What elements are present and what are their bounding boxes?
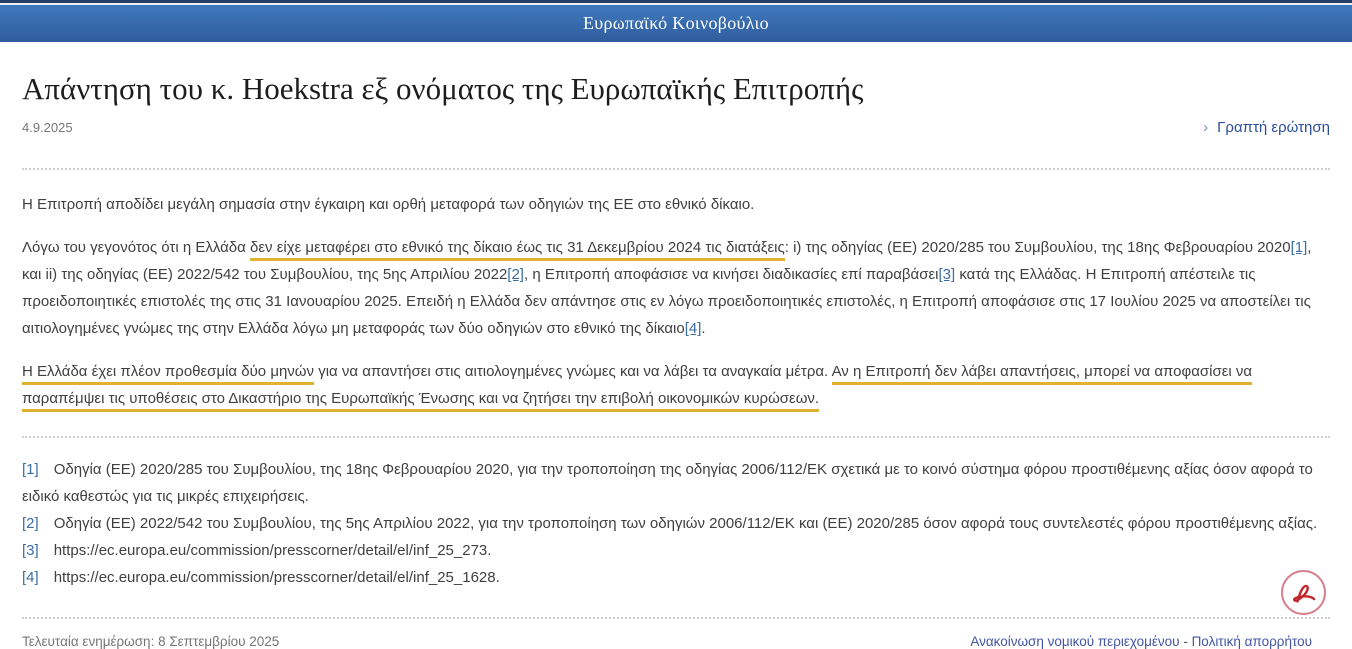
header-bar bbox=[0, 5, 1352, 42]
paragraph-3 bbox=[22, 358, 1330, 412]
footnote-ref-1[interactable]: [1] bbox=[1290, 239, 1308, 257]
privacy-policy-link[interactable]: Πολιτική απορρήτου bbox=[1191, 634, 1312, 649]
footnote-text: https://ec.europa.eu/commission/presscorner/detail/el/inf_25_1628. bbox=[53, 569, 500, 587]
footnote-item-2 bbox=[22, 510, 1330, 537]
footnote-marker-3[interactable]: [3] bbox=[22, 542, 39, 560]
footnote-ref-2[interactable]: [2] bbox=[507, 266, 524, 284]
main-content bbox=[0, 70, 1352, 649]
separator-top bbox=[22, 168, 1330, 170]
paragraph-2 bbox=[22, 234, 1330, 342]
paragraph-1: Η Επιτροπή αποδίδει μεγάλη σημασία στην έγκαιρη και ορθή μεταφορά των οδηγιών της ΕΕ στο εθνικό δίκαιο. bbox=[22, 196, 755, 214]
text-segment: , και ii) της οδηγίας (ΕΕ) 2022/542 του Συμβουλίου, της 5ης Απριλίου 2022 bbox=[22, 239, 1312, 284]
footnote-ref-4[interactable]: [4] bbox=[684, 320, 702, 338]
footer bbox=[22, 634, 1330, 649]
footnote-marker-2[interactable]: [2] bbox=[22, 515, 39, 533]
text-segment: , η Επιτροπή αποφάσισε να κινήσει διαδικασίες επί παραβάσει bbox=[523, 266, 939, 284]
highlighted-text: δεν είχε μεταφέρει στο εθνικό της δίκαιο έως τις 31 Δεκεμβρίου 2024 τις διατάξεις bbox=[250, 239, 785, 261]
highlighted-text: Η Ελλάδα έχει πλέον προθεσμία δύο μηνών bbox=[22, 363, 314, 385]
footnote-item-3 bbox=[22, 537, 1330, 564]
footer-links-separator: - bbox=[1179, 634, 1192, 649]
pdf-download-button[interactable] bbox=[1281, 570, 1326, 615]
separator-footer bbox=[22, 617, 1330, 619]
separator-footnotes bbox=[22, 436, 1330, 438]
page-title: Απάντηση του κ. Hoekstra εξ ονόματος της Ευρωπαϊκής Επιτροπής bbox=[22, 71, 864, 106]
footnote-marker-1[interactable]: [1] bbox=[22, 461, 39, 479]
written-question-label: Γραπτή ερώτηση bbox=[1217, 119, 1330, 137]
footer-links bbox=[970, 634, 1330, 649]
publication-date: 4.9.2025 bbox=[22, 120, 73, 136]
footnotes-section bbox=[22, 456, 1330, 591]
text-segment: για να απαντήσει στις αιτιολογημένες γνώμες και να λάβει τα αναγκαία μέτρα. bbox=[314, 363, 832, 381]
footnote-text: Οδηγία (ΕΕ) 2020/285 του Συμβουλίου, της 18ης Φεβρουαρίου 2020, για την τροποποίηση της οδηγίας 2006/112/ΕΚ σχετικά με το κοινό σύστημα φόρου προστιθέμενης αξίας όσον αφορά το ειδικό καθεστώς για τις μικρές επιχειρήσεις. bbox=[22, 461, 1313, 506]
site-title: Ευρωπαϊκό Κοινοβούλιο bbox=[583, 13, 769, 33]
legal-notice-link[interactable]: Ανακοίνωση νομικού περιεχομένου bbox=[970, 634, 1180, 649]
chevron-right-icon: › bbox=[1203, 119, 1209, 137]
written-question-link[interactable] bbox=[1203, 119, 1330, 136]
footnote-ref-3[interactable]: [3] bbox=[938, 266, 956, 284]
footnote-text: https://ec.europa.eu/commission/presscorner/detail/el/inf_25_273. bbox=[53, 542, 492, 560]
text-segment: Λόγω του γεγονότος ότι η Ελλάδα bbox=[22, 239, 250, 257]
meta-row bbox=[22, 119, 1330, 136]
footnote-item-4 bbox=[22, 564, 1330, 591]
text-segment: κατά της Ελλάδας. Η Επιτροπή απέστειλε τις προειδοποιητικές επιστολές της στις 31 Ιανουαρίου 2025. Επειδή η Ελλάδα δεν απάντησε στις εν λόγω προειδοποιητικές επιστολές, η Επιτροπή αποφάσισε στις 17 Ιουλίου 2025 να αποστείλει τις αιτιολογημένες γνώμες της στην Ελλάδα λόγω μη μεταφοράς των δύο οδηγιών στο εθνικό της δίκαιο bbox=[22, 266, 1311, 338]
last-updated-label: Τελευταία ενημέρωση: 8 Σεπτεμβρίου 2025 bbox=[22, 634, 280, 649]
text-segment: : i) της οδηγίας (ΕΕ) 2020/285 του Συμβουλίου, της 18ης Φεβρουαρίου 2020 bbox=[784, 239, 1291, 257]
highlighted-text: Αν η Επιτροπή δεν λάβει απαντήσεις, μπορεί να αποφασίσει να παραπέμψει τις υποθέσεις στο Δικαστήριο της Ευρωπαϊκής Ένωσης και να ζητήσει την επιβολή οικονομικών κυρώσεων. bbox=[22, 363, 1252, 412]
footnote-text: Οδηγία (ΕΕ) 2022/542 του Συμβουλίου, της 5ης Απριλίου 2022, για την τροποποίηση των οδηγιών 2006/112/ΕΚ και (ΕΕ) 2020/285 όσον αφορά τους συντελεστές φόρου προστιθέμενης αξίας. bbox=[53, 515, 1318, 533]
text-segment: . bbox=[701, 320, 706, 338]
footnote-marker-4[interactable]: [4] bbox=[22, 569, 39, 587]
adobe-pdf-icon bbox=[1290, 579, 1318, 607]
footnote-item-1 bbox=[22, 456, 1330, 510]
